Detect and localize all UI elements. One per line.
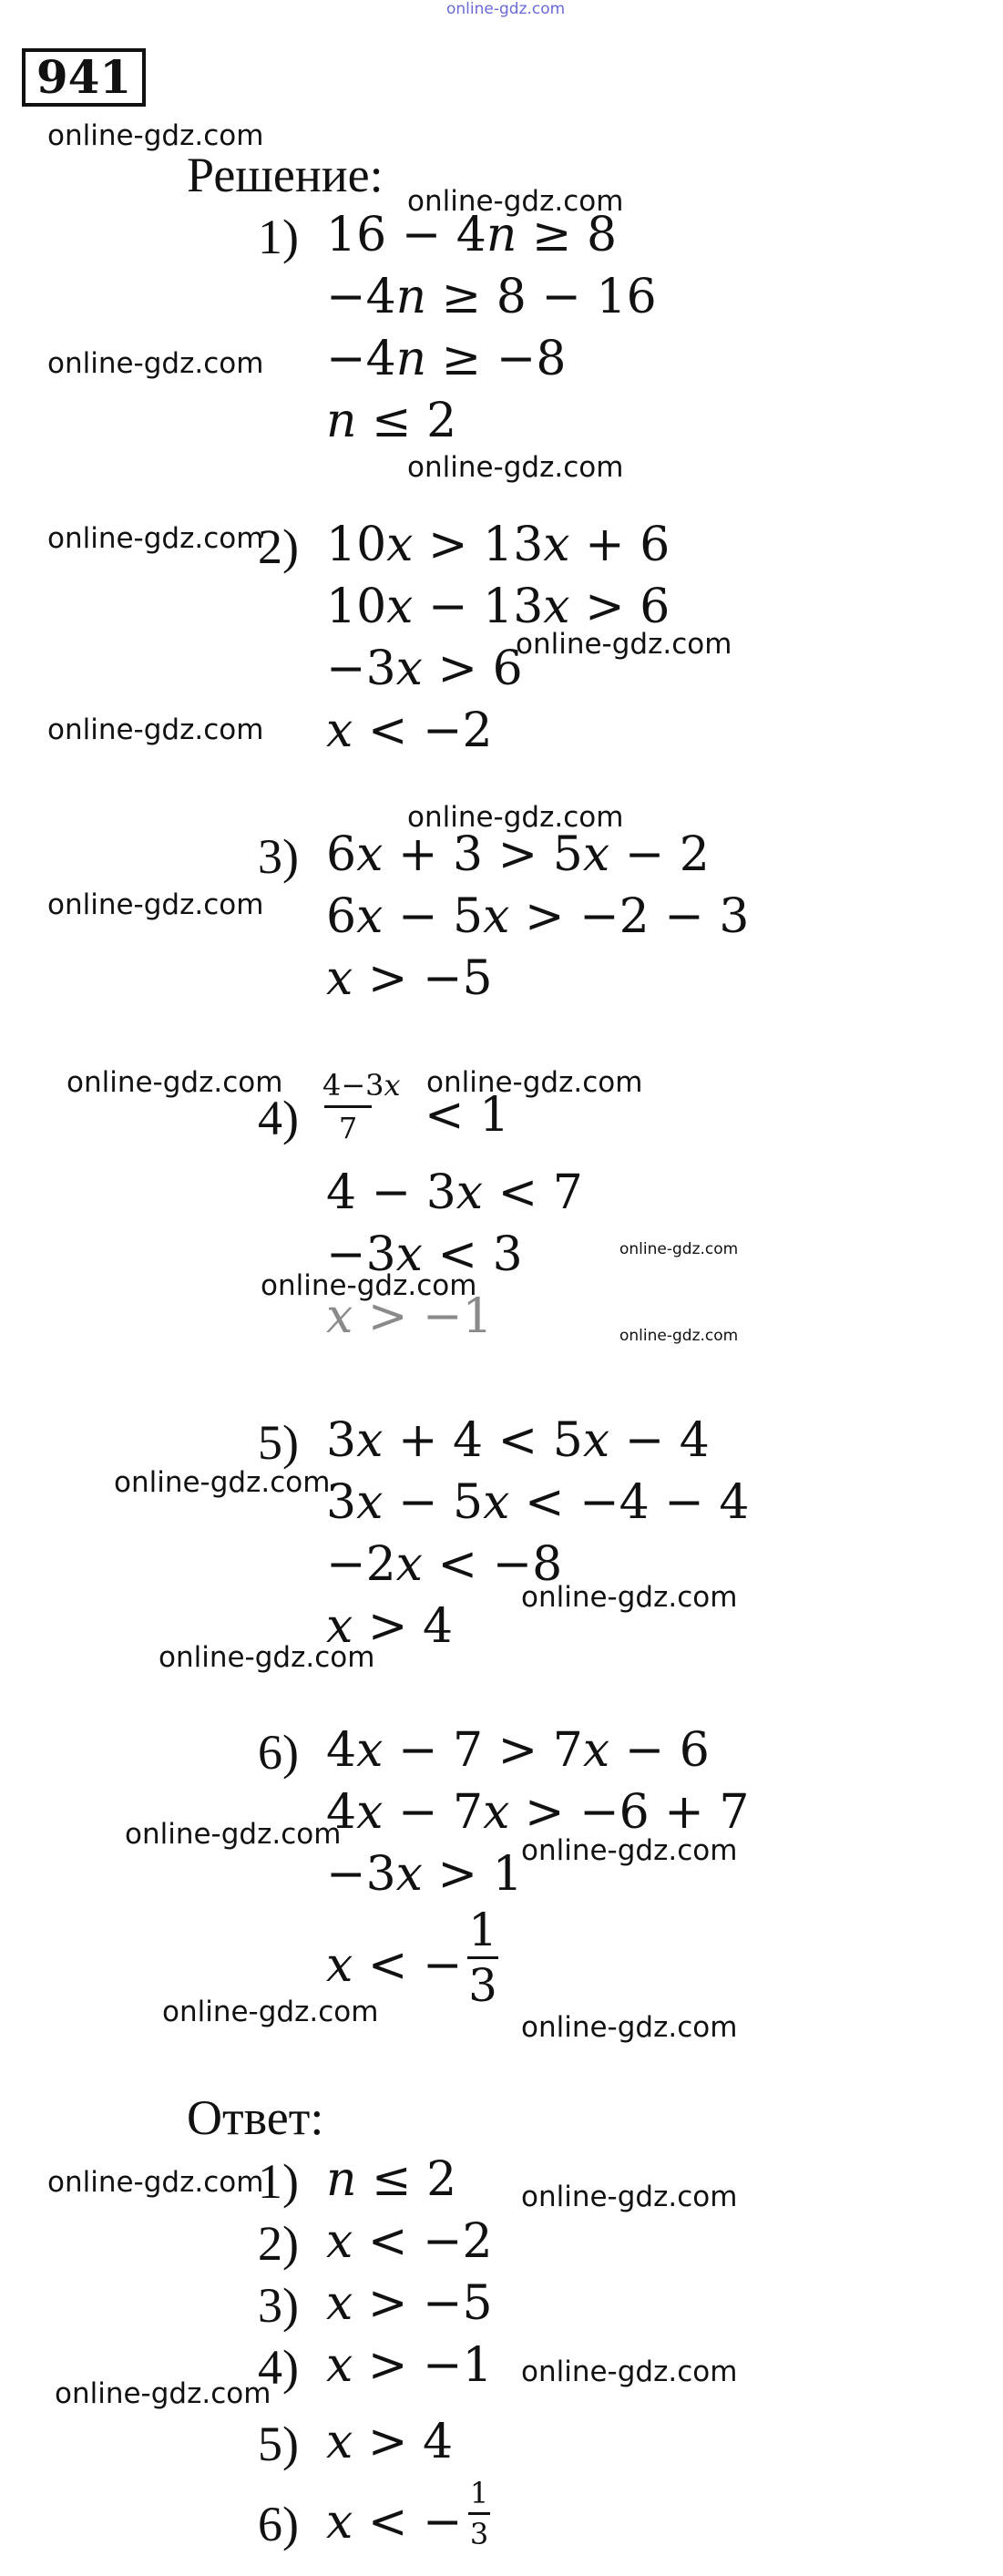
- watermark: online-gdz.com: [521, 1581, 738, 1614]
- answer-5: 𝑥 > 4: [326, 2415, 454, 2469]
- problem-6-line-1: 4𝑥 − 7 > 7𝑥 − 6: [326, 1723, 710, 1778]
- problem-3-number: 3): [258, 829, 299, 884]
- watermark: online-gdz.com: [67, 1066, 283, 1099]
- problem-1-line-2: −4𝑛 ≥ 8 − 16: [326, 270, 657, 324]
- watermark: online-gdz.com: [47, 2166, 264, 2199]
- answer-6-fraction-numerator: 1: [469, 2476, 489, 2510]
- watermark: online-gdz.com: [162, 1996, 379, 2028]
- watermark: online-gdz.com: [521, 1834, 738, 1867]
- problem-6-fraction-denominator: 3: [468, 1959, 497, 2012]
- problem-3-line-1: 6𝑥 + 3 > 5𝑥 − 2: [326, 827, 710, 882]
- problem-4-fraction-rest: < 1: [425, 1088, 510, 1143]
- watermark: online-gdz.com: [407, 185, 624, 218]
- answer-1: 𝑛 ≤ 2: [326, 2152, 457, 2207]
- answer-3: 𝑥 > −5: [326, 2276, 493, 2331]
- site-watermark-top: online-gdz.com: [446, 0, 566, 18]
- problem-4-line-2: −3𝑥 < 3: [326, 1227, 523, 1282]
- watermark: online-gdz.com: [261, 1269, 477, 1302]
- answer-1-number: 1): [258, 2154, 299, 2209]
- watermark: online-gdz.com: [55, 2377, 271, 2410]
- problem-6-fraction-numerator: 1: [468, 1904, 497, 1956]
- watermark: online-gdz.com: [407, 801, 624, 834]
- watermark: online-gdz.com: [47, 522, 264, 555]
- problem-1-line-4: 𝑛 ≤ 2: [326, 394, 457, 448]
- answer-2: 𝑥 < −2: [326, 2214, 493, 2269]
- answer-heading: Ответ:: [187, 2090, 324, 2145]
- answer-6-prefix: 𝑥 < −: [326, 2495, 463, 2550]
- problem-2-number: 2): [258, 519, 299, 574]
- task-number: 941: [22, 48, 146, 107]
- problem-3-line-2: 6𝑥 − 5𝑥 > −2 − 3: [326, 889, 750, 944]
- watermark: online-gdz.com: [407, 451, 624, 484]
- problem-4-line-1: 4 − 3𝑥 < 7: [326, 1165, 583, 1220]
- watermark: online-gdz.com: [125, 1818, 342, 1851]
- problem-1-number: 1): [258, 210, 299, 264]
- watermark: online-gdz.com: [47, 347, 264, 380]
- watermark: online-gdz.com: [114, 1466, 331, 1499]
- answer-6-fraction: [466, 2476, 492, 2551]
- answer-4: 𝑥 > −1: [326, 2338, 493, 2393]
- watermark-small: online-gdz.com: [619, 1240, 739, 1258]
- watermark: online-gdz.com: [47, 713, 264, 746]
- problem-3-line-3: 𝑥 > −5: [326, 951, 493, 1006]
- problem-5-line-4: 𝑥 > 4: [326, 1599, 454, 1654]
- problem-5-line-3: −2𝑥 < −8: [326, 1537, 563, 1592]
- problem-4-line-3: 𝑥 > −1: [326, 1289, 493, 1344]
- problem-4-fraction-numerator: 4−3𝑥: [322, 1068, 401, 1103]
- problem-5-number: 5): [258, 1415, 299, 1470]
- answer-6-fraction-denominator: 3: [469, 2517, 489, 2551]
- problem-4-number: 4): [258, 1091, 299, 1145]
- problem-6-number: 6): [258, 1725, 299, 1780]
- watermark-small: online-gdz.com: [619, 1327, 739, 1345]
- problem-5-line-1: 3𝑥 + 4 < 5𝑥 − 4: [326, 1413, 710, 1468]
- problem-6-line-3: −3𝑥 > 1: [326, 1847, 523, 1902]
- watermark: online-gdz.com: [159, 1641, 375, 1674]
- problem-6-line-2: 4𝑥 − 7𝑥 > −6 + 7: [326, 1785, 750, 1840]
- problem-1-line-3: −4𝑛 ≥ −8: [326, 332, 567, 386]
- solution-heading: Решение:: [187, 148, 384, 202]
- watermark: online-gdz.com: [47, 119, 264, 152]
- watermark: online-gdz.com: [521, 2355, 738, 2388]
- problem-5-line-2: 3𝑥 − 5𝑥 < −4 − 4: [326, 1475, 750, 1530]
- answer-3-number: 3): [258, 2278, 299, 2333]
- watermark: online-gdz.com: [516, 628, 732, 661]
- problem-2-line-1: 10𝑥 > 13𝑥 + 6: [326, 518, 670, 572]
- watermark: online-gdz.com: [521, 2181, 738, 2213]
- answer-2-number: 2): [258, 2216, 299, 2271]
- problem-1-line-1: 16 − 4𝑛 ≥ 8: [326, 208, 618, 262]
- problem-4-fraction: [322, 1068, 401, 1145]
- watermark: online-gdz.com: [47, 888, 264, 921]
- problem-2-line-3: −3𝑥 > 6: [326, 641, 523, 696]
- watermark: online-gdz.com: [426, 1066, 643, 1099]
- problem-2-line-4: 𝑥 < −2: [326, 703, 493, 758]
- watermark: online-gdz.com: [521, 2011, 738, 2044]
- answer-4-number: 4): [258, 2340, 299, 2395]
- problem-6-fraction: [466, 1904, 499, 2012]
- problem-4-fraction-denominator: 7: [338, 1111, 358, 1145]
- problem-2-line-2: 10𝑥 − 13𝑥 > 6: [326, 580, 670, 634]
- problem-6-line-4-prefix: 𝑥 < −: [326, 1938, 463, 1993]
- answer-6-number: 6): [258, 2497, 299, 2551]
- answer-5-number: 5): [258, 2417, 299, 2471]
